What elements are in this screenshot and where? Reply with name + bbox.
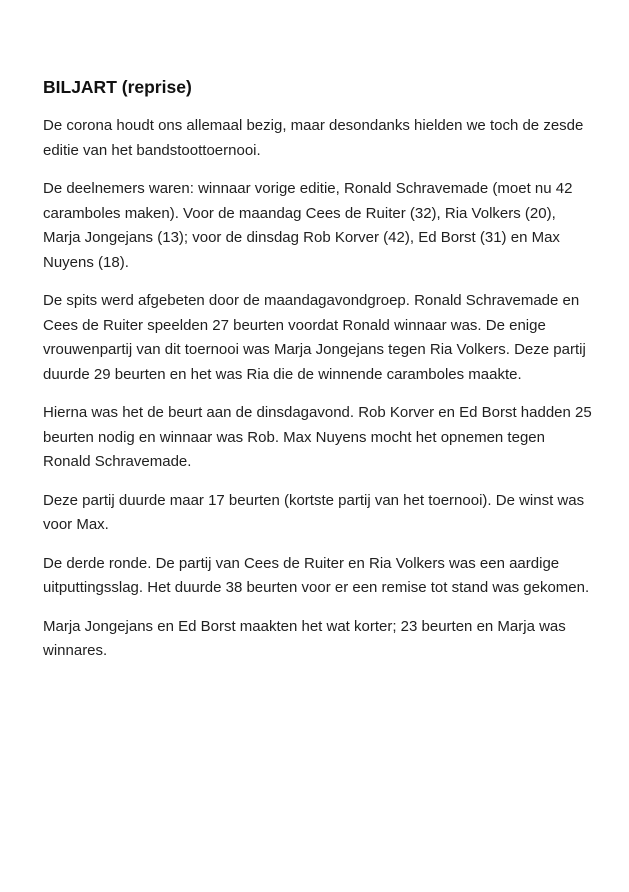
document-title: BILJART (reprise) bbox=[43, 77, 192, 97]
paragraph-third-round: De derde ronde. De partij van Cees de Ruiter en Ria Volkers was een aardige uitputtingsslag. Het duurde 38 beurten voor er een remise tot stand was gekomen. bbox=[43, 554, 590, 596]
paragraph-shortest-match: Deze partij duurde maar 17 beurten (kortste partij van het toernooi). De winst was voor Max. bbox=[43, 491, 585, 533]
paragraph-monday-round: De spits werd afgebeten door de maandagavondgroep. Ronald Schravemade en Cees de Ruiter speelden 27 beurten voordat Ronald winnaar was. De enige vrouwenpartij van dit toernooi was Marja Jongejans tegen Ria Volkers. Deze partij duurde 29 beurten en het was Ria die de winnende caramboles maakte. bbox=[43, 292, 586, 383]
paragraph-final-match: Marja Jongejans en Ed Borst maakten het wat korter; 23 beurten en Marja was winnares. bbox=[43, 617, 566, 659]
paragraph-tuesday-round: Hierna was het de beurt aan de dinsdagavond. Rob Korver en Ed Borst hadden 25 beurten nodig en winnaar was Rob. Max Nuyens mocht het opnemen tegen Ronald Schravemade. bbox=[43, 404, 592, 470]
paragraph-participants: De deelnemers waren: winnaar vorige editie, Ronald Schravemade (moet nu 42 caramboles maken). Voor de maandag Cees de Ruiter (32), Ria Volkers (20), Marja Jongejans (13); voor de dinsdag Rob Korver (42), Ed Borst (31) en Max Nuyens (18). bbox=[43, 180, 573, 271]
paragraph-intro: De corona houdt ons allemaal bezig, maar desondanks hielden we toch de zesde editie van het bandstoottoernooi. bbox=[43, 117, 584, 159]
